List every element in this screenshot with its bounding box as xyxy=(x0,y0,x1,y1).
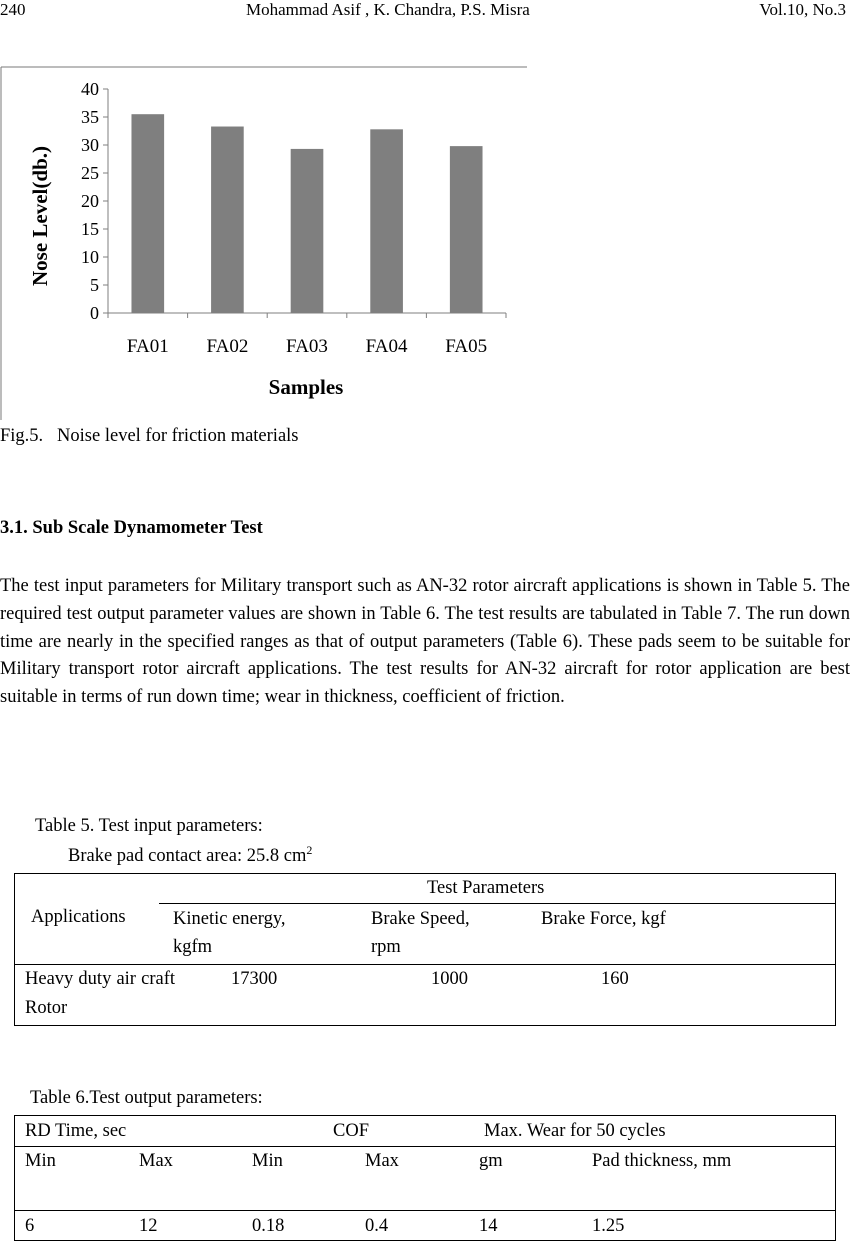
x-tick-label: FA03 xyxy=(286,336,328,357)
y-tick-label: 15 xyxy=(81,219,99,239)
table5-caption: Table 5. Test input parameters: xyxy=(35,816,263,836)
y-tick-label: 25 xyxy=(81,163,99,183)
table5-application-line2: Rotor xyxy=(25,998,68,1018)
bar-fa02 xyxy=(211,127,244,313)
table6-value-cof-min: 0.18 xyxy=(252,1216,285,1236)
figure-caption: Fig.5. Noise level for friction materials xyxy=(0,426,299,446)
table6-caption: Table 6.Test output parameters: xyxy=(30,1088,263,1108)
header-volume: Vol.10, No.3 xyxy=(759,0,846,19)
y-tick-label: 5 xyxy=(90,275,99,295)
table6-rd-time-header: RD Time, sec xyxy=(25,1121,127,1141)
table5-kinetic-header-2: kgfm xyxy=(173,937,213,957)
bar-fa05 xyxy=(450,146,483,313)
table6 xyxy=(14,1115,836,1241)
table5-kinetic-value: 17300 xyxy=(231,969,278,989)
table6-sub-rd-max: Max xyxy=(139,1151,173,1171)
table5-group-header: Test Parameters xyxy=(427,878,545,898)
table6-sub-wear-gm: gm xyxy=(479,1151,503,1171)
header-authors: Mohammad Asif , K. Chandra, P.S. Misra xyxy=(246,0,530,19)
y-tick-label: 30 xyxy=(81,135,99,155)
table5-group-rule xyxy=(159,903,835,904)
table5-speed-value: 1000 xyxy=(431,969,468,989)
table6-wear-header: Max. Wear for 50 cycles xyxy=(484,1121,666,1141)
bar-fa03 xyxy=(291,149,324,313)
bar-fa04 xyxy=(370,129,403,313)
table6-sub-cof-min: Min xyxy=(252,1151,283,1171)
table6-value-pad-thickness: 1.25 xyxy=(592,1216,625,1236)
table6-sub-rd-min: Min xyxy=(25,1151,56,1171)
table6-cof-header: COF xyxy=(333,1121,369,1141)
table5 xyxy=(14,873,836,1026)
page-number: 240 xyxy=(0,0,26,19)
table5-force-value: 160 xyxy=(601,969,629,989)
y-tick-label: 0 xyxy=(90,303,99,323)
table6-sub-cof-max: Max xyxy=(365,1151,399,1171)
table5-subcaption xyxy=(68,843,312,867)
x-tick-label: FA05 xyxy=(445,336,488,357)
section-paragraph: The test input parameters for Military transport such as AN-32 rotor aircraft applications is shown in Table 5. The required test output parameter values are shown in Table 6. The test results are tabulated in Table 7. The run down time are nearly in the specified ranges as that of output parameters (Table 6). These pads seem to be suitable for Military transport rotor aircraft applications. The test results for AN-32 aircraft for rotor application are best suitable in terms of run down time; wear in thickness, coefficient of friction. xyxy=(0,576,850,708)
table5-speed-header-2: rpm xyxy=(371,937,401,957)
table6-value-wear-gm: 14 xyxy=(479,1216,498,1236)
y-tick-label: 40 xyxy=(81,79,99,99)
table5-contact-area-exponent: 2 xyxy=(306,843,313,857)
chart-svg xyxy=(0,62,528,422)
bars-group xyxy=(131,114,482,313)
table5-contact-area: Brake pad contact area: 25.8 cm xyxy=(68,846,307,867)
table5-speed-header-1: Brake Speed, xyxy=(371,909,470,929)
table5-applications-header: Applications xyxy=(31,907,126,927)
noise-level-chart xyxy=(0,62,528,422)
table5-application-line1: Heavy duty air craft xyxy=(25,969,175,989)
section-title: 3.1. Sub Scale Dynamometer Test xyxy=(0,518,263,538)
x-tick-label: FA01 xyxy=(126,336,169,357)
table6-value-rd-max: 12 xyxy=(139,1216,158,1236)
y-tick-label: 35 xyxy=(81,107,99,127)
y-axis-title: Nose Level(db.) xyxy=(28,146,52,286)
table5-force-header: Brake Force, kgf xyxy=(541,909,666,929)
x-axis-title: Samples xyxy=(268,375,344,399)
table6-value-cof-max: 0.4 xyxy=(365,1216,389,1236)
x-tick-label: FA02 xyxy=(206,336,249,357)
table6-value-rd-min: 6 xyxy=(25,1216,35,1236)
x-tick-label: FA04 xyxy=(365,336,408,357)
y-tick-label: 10 xyxy=(81,247,99,267)
table6-header-rule xyxy=(15,1210,835,1211)
table5-kinetic-header-1: Kinetic energy, xyxy=(173,909,286,929)
table6-sub-pad-thickness: Pad thickness, mm xyxy=(592,1151,732,1171)
y-tick-label: 20 xyxy=(81,191,99,211)
bar-fa01 xyxy=(131,114,164,313)
